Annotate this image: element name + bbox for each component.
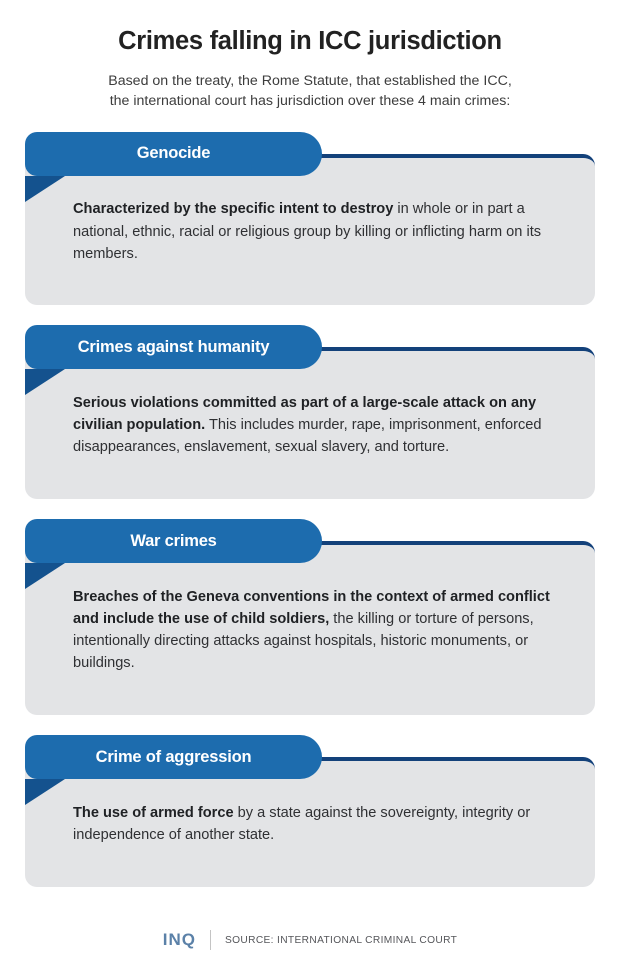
- header: [0, 0, 620, 112]
- crime-card-label: Genocide: [136, 144, 211, 163]
- crime-card-crimes-against-humanity: [25, 325, 595, 499]
- crime-card-description-rest: This includes murder, rape, imprisonment, enforced disappearances, enslavement, sexual slavery, and torture.: [73, 417, 542, 456]
- crime-card-description: [73, 198, 573, 265]
- folded-corner-shape: [25, 563, 65, 589]
- folded-corner-shape: [25, 369, 65, 395]
- folded-corner-shape: [25, 779, 65, 805]
- source-attribution: SOURCE: INTERNATIONAL CRIMINAL COURT: [225, 934, 458, 946]
- crime-card-body: [25, 347, 595, 499]
- footer: [0, 930, 620, 950]
- page-subtitle: [60, 71, 560, 112]
- crime-card-description-bold: Characterized by the specific intent to destroy: [73, 201, 394, 218]
- crime-card-war-crimes: [25, 519, 595, 715]
- subtitle-line-1: Based on the treaty, the Rome Statute, that established the ICC,: [108, 72, 512, 89]
- crime-card-label: Crime of aggression: [95, 747, 252, 766]
- inquirer-logo: INQ: [162, 930, 196, 949]
- crime-card-tab: [25, 132, 322, 176]
- subtitle-line-2: the international court has jurisdiction over these 4 main crimes:: [109, 93, 511, 110]
- crime-card-label: War crimes: [130, 531, 217, 550]
- crime-card-description-rest: in whole or in part a national, ethnic, racial or religious group by killing or inflicting harm on its members.: [73, 201, 542, 262]
- crime-card-description-rest: the killing or torture of persons, intentionally directing attacks against hospitals, historic monuments, or buildings.: [73, 610, 534, 672]
- crime-card-description-rest: by a state against the sovereignty, integrity or independence of another state.: [73, 804, 531, 843]
- crime-card-genocide: [25, 132, 595, 306]
- crime-card-description-bold: Serious violations committed as part of a large-scale attack on any civilian population.: [73, 395, 537, 434]
- crime-card-description: [73, 586, 573, 675]
- crime-card-body: [25, 154, 595, 306]
- crime-card-label: Crimes against humanity: [77, 337, 270, 356]
- folded-corner-shape: [25, 176, 65, 202]
- crime-card-list: [0, 132, 620, 887]
- crime-card-description-bold: The use of armed force: [73, 804, 234, 821]
- crime-card-description: [73, 802, 573, 846]
- crime-card-description-bold: Breaches of the Geneva conventions in the context of armed conflict and include the use of child soldiers,: [73, 588, 550, 627]
- crime-card-tab: [25, 325, 322, 369]
- crime-card-description: [73, 392, 573, 459]
- crime-card-tab: [25, 735, 322, 779]
- crime-card-crime-of-aggression: [25, 735, 595, 887]
- crime-card-tab: [25, 519, 322, 563]
- crime-card-body: [25, 541, 595, 715]
- page-title: Crimes falling in ICC jurisdiction: [118, 27, 502, 55]
